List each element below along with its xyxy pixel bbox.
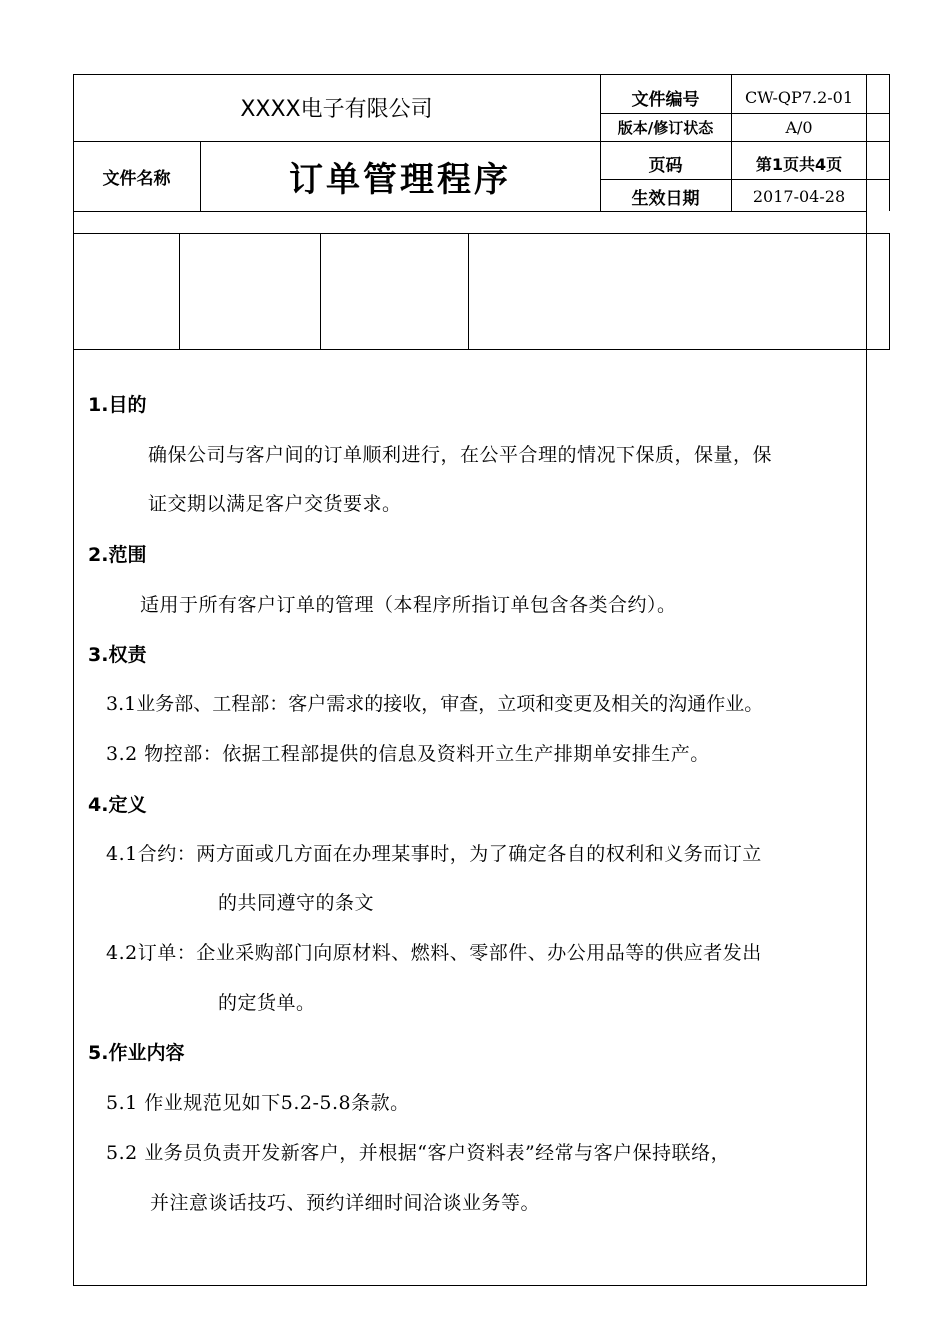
doc-title: 订单管理程序 xyxy=(289,159,511,200)
section-5-item-1: 5.1 作业规范见如下5.2-5.8条款。 xyxy=(106,1092,410,1114)
section-4-item-2-cont: 的定货单。 xyxy=(218,992,316,1014)
section-5-item-2-cont: 并注意谈话技巧、预约详细时间洽谈业务等。 xyxy=(150,1192,541,1214)
field-value-page: 第1页共4页 xyxy=(755,155,843,174)
section-5-item-2: 5.2 业务员负责开发新客户，并根据“客户资料表”经常与客户保持联络， xyxy=(106,1142,731,1164)
sign-table-top xyxy=(73,233,890,234)
section-3-title: 3.权责 xyxy=(88,644,147,666)
field-label-version: 版本/修订状态 xyxy=(617,118,714,137)
company-name: XXXX电子有限公司 xyxy=(240,97,433,122)
field-value-version: A/0 xyxy=(785,117,813,137)
sign-table-bottom xyxy=(73,349,890,350)
section-4-item-2: 4.2订单：企业采购部门向原材料、燃料、零部件、办公用品等的供应者发出 xyxy=(106,942,762,964)
field-label-effective-date: 生效日期 xyxy=(631,188,700,209)
field-divider-2-ext xyxy=(867,141,890,142)
header-top-ext xyxy=(867,74,890,75)
sign-col-ext xyxy=(889,233,890,349)
field-divider-3 xyxy=(600,179,890,180)
section-5-title: 5.作业内容 xyxy=(88,1042,185,1064)
section-4-item-1-cont: 的共同遵守的条文 xyxy=(218,892,375,914)
section-1-title: 1.目的 xyxy=(88,394,147,416)
field-label-doc-number: 文件编号 xyxy=(631,90,700,110)
field-label-page: 页码 xyxy=(648,156,683,176)
section-3-item-2: 3.2 物控部：依据工程部提供的信息及资料开立生产排期单安排生产。 xyxy=(106,743,710,765)
sign-col-1 xyxy=(179,233,180,349)
field-value-doc-number: CW-QP7.2-01 xyxy=(744,88,854,107)
section-1-para-line1: 确保公司与客户间的订单顺利进行，在公平合理的情况下保质，保量，保 xyxy=(148,444,773,466)
section-1-para-line2: 证交期以满足客户交货要求。 xyxy=(148,493,402,515)
sign-col-3 xyxy=(468,233,469,349)
sign-col-2 xyxy=(320,233,321,349)
section-2-title: 2.范围 xyxy=(88,544,147,566)
section-4-item-1: 4.1合约：两方面或几方面在办理某事时，为了确定各自的权利和义务而订立 xyxy=(106,843,762,865)
header-bottom-line xyxy=(73,211,867,212)
section-3-item-1: 3.1业务部、工程部：客户需求的接收，审查，立项和变更及相关的沟通作业。 xyxy=(106,693,764,715)
section-2-para: 适用于所有客户订单的管理（本程序所指订单包含各类合约）。 xyxy=(140,594,677,616)
section-4-title: 4.定义 xyxy=(88,794,147,816)
field-value-effective-date: 2017-04-28 xyxy=(752,186,846,206)
header-right-ext xyxy=(889,74,890,211)
doc-name-label: 文件名称 xyxy=(102,168,171,189)
